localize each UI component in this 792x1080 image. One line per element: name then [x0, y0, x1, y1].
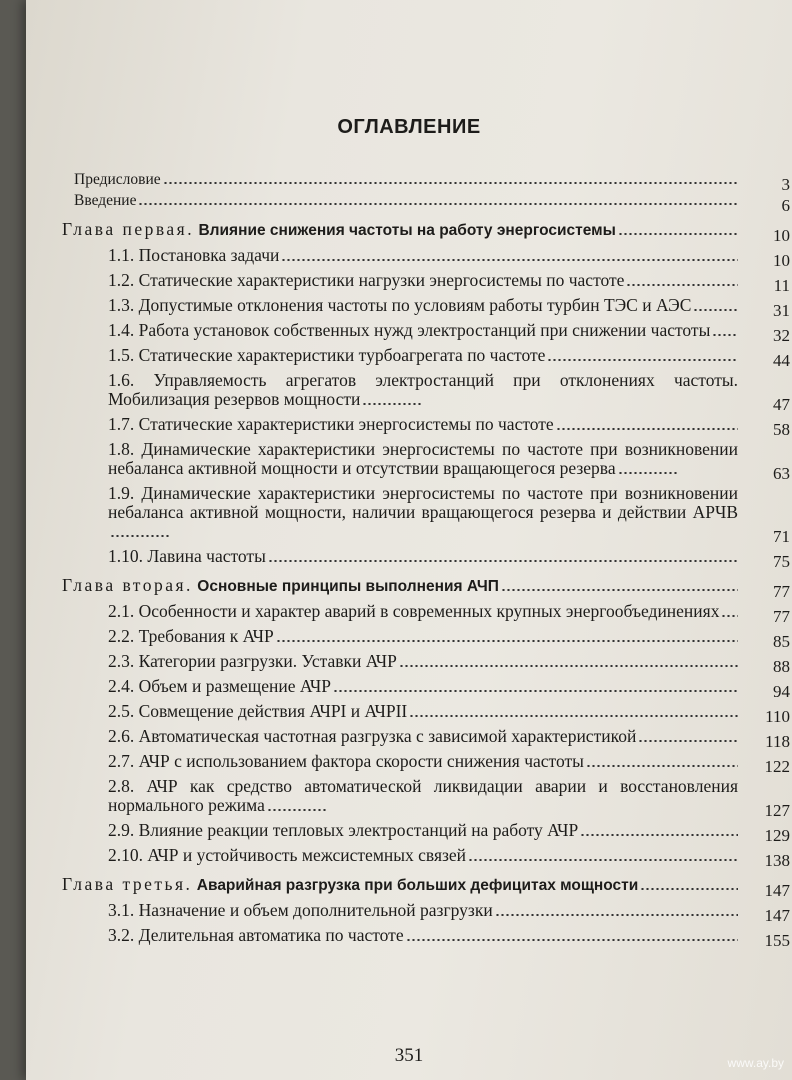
toc-section-entry [62, 439, 790, 483]
dot-leader [721, 615, 738, 617]
toc-section-entry [62, 345, 790, 370]
entry-title-wrap [108, 901, 493, 920]
entry-text-block [108, 727, 738, 746]
toc-chapter-entry [62, 219, 790, 245]
entry-title-wrap [108, 271, 624, 290]
entry-title-wrap [108, 321, 710, 340]
entry-line [108, 602, 738, 621]
entry-title-wrap [74, 170, 161, 189]
entry-line [74, 191, 738, 210]
entry-line [108, 627, 738, 646]
entry-title-wrap [108, 547, 266, 566]
entry-page-number: 85 [773, 632, 790, 651]
entry-text-block [108, 371, 738, 409]
table-of-contents [62, 170, 790, 951]
dot-leader [138, 203, 738, 205]
entry-title: 2.9. Влияние реакции тепловых электростанций на работу АЧР [108, 820, 579, 840]
entry-title: 1.2. Статические характеристики нагрузки энергосистемы по частоте [108, 270, 625, 290]
entry-title-wrap [108, 727, 636, 746]
entry-text-block [108, 547, 738, 566]
entry-title-wrap [108, 702, 407, 721]
entry-title: Аварийная разгрузка при больших дефицитах мощности [196, 877, 639, 894]
entry-title-wrap [108, 246, 279, 265]
entry-page-number: 10 [773, 226, 790, 245]
toc-chapter-entry [62, 575, 790, 601]
entry-title: 1.7. Статические характеристики энергосистемы по частоте [108, 414, 554, 434]
entry-line [108, 296, 738, 315]
toc-section-entry [62, 726, 790, 751]
entry-title: 1.4. Работа установок собственных нужд электростанций при снижении частоты [108, 320, 711, 340]
dot-leader [163, 182, 738, 184]
entry-title-wrap [108, 483, 738, 522]
entry-text-block [62, 875, 738, 895]
entry-page-number: 58 [773, 420, 790, 439]
entry-title: 2.8. АЧР как средство автоматической ликвидации аварии и восстановления нормального режима [108, 776, 738, 815]
entry-line [62, 875, 738, 895]
toc-section-entry [62, 546, 790, 571]
page-number: 351 [394, 1045, 424, 1066]
entry-text-block [108, 846, 738, 865]
dot-leader [110, 535, 170, 537]
entry-text-block [74, 191, 738, 210]
entry-line [108, 702, 738, 721]
entry-page-number: 3 [781, 175, 790, 194]
toc-title: ОГЛАВЛЕНИЕ [337, 116, 481, 138]
entry-text-block [108, 484, 738, 541]
entry-title-wrap [62, 875, 638, 895]
book-page [26, 0, 792, 1080]
entry-line [108, 484, 738, 541]
entry-text-block [108, 752, 738, 771]
entry-text-block [108, 926, 738, 945]
toc-section-entry [62, 820, 790, 845]
dot-leader [276, 640, 738, 642]
entry-text-block [62, 576, 738, 596]
entry-page-number: 94 [773, 682, 790, 701]
toc-section-entry [62, 676, 790, 701]
entry-title-wrap [108, 415, 554, 434]
entry-page-number: 63 [773, 464, 790, 483]
entry-line [108, 371, 738, 409]
toc-section-entry [62, 601, 790, 626]
toc-section-entry [62, 245, 790, 270]
entry-text-block [108, 346, 738, 365]
entry-title: 2.2. Требования к АЧР [108, 626, 274, 646]
dot-leader [268, 560, 738, 562]
entry-line [108, 547, 738, 566]
dot-leader [468, 859, 738, 861]
entry-title-wrap [108, 677, 331, 696]
entry-title-wrap [108, 846, 466, 865]
entry-text-block [108, 602, 738, 621]
toc-section-entry [62, 414, 790, 439]
entry-line [108, 727, 738, 746]
entry-page-number: 44 [773, 351, 790, 370]
dot-leader [580, 834, 738, 836]
entry-line [108, 246, 738, 265]
entry-line [108, 926, 738, 945]
entry-text-block [108, 821, 738, 840]
toc-section-entry [62, 751, 790, 776]
entry-page-number: 75 [773, 552, 790, 571]
dot-leader [281, 259, 738, 261]
entry-title-wrap [108, 370, 738, 409]
entry-page-number: 32 [773, 326, 790, 345]
entry-title: 1.8. Динамические характеристики энергосистемы по частоте при возникновении небаланса активной мощности и отсутствии вращающегося резерва [108, 439, 738, 478]
entry-title-wrap [108, 627, 274, 646]
toc-section-entry [62, 626, 790, 651]
entry-title-wrap [74, 191, 136, 210]
dot-leader [333, 690, 738, 692]
entry-page-number: 77 [773, 582, 790, 601]
entry-line [108, 752, 738, 771]
entry-title: Предисловие [74, 171, 161, 188]
entry-line [108, 321, 738, 340]
entry-title: 2.6. Автоматическая частотная разгрузка с зависимой характеристикой [108, 726, 637, 746]
entry-page-number: 31 [773, 301, 790, 320]
entry-title-wrap [62, 576, 499, 596]
chapter-number: Глава вторая. [62, 575, 193, 595]
entry-text-block [108, 627, 738, 646]
entry-line [108, 821, 738, 840]
toc-front-entry [62, 191, 790, 215]
entry-title: 2.7. АЧР с использованием фактора скорости снижения частоты [108, 751, 584, 771]
entry-text-block [108, 652, 738, 671]
entry-text-block [108, 271, 738, 290]
entry-title: 3.2. Делительная автоматика по частоте [108, 925, 404, 945]
dot-leader [626, 284, 738, 286]
dot-leader [618, 233, 738, 235]
entry-line [74, 170, 738, 189]
entry-page-number: 122 [764, 757, 790, 776]
entry-line [108, 652, 738, 671]
entry-page-number: 155 [764, 931, 790, 950]
entry-page-number: 88 [773, 657, 790, 676]
entry-title: 1.6. Управляемость агрегатов электростанций при отклонениях частоты. Мобилизация резервов мощности [108, 370, 738, 409]
entry-title: 2.5. Совмещение действия АЧРI и АЧРII [108, 701, 408, 721]
entry-title: 2.1. Особенности и характер аварий в современных крупных энергообъединениях [108, 601, 720, 621]
entry-page-number: 77 [773, 607, 790, 626]
chapter-number: Глава третья. [62, 874, 193, 894]
dot-leader [556, 428, 738, 430]
entry-title: 2.3. Категории разгрузки. Уставки АЧР [108, 651, 397, 671]
entry-title: 1.9. Динамические характеристики энергосистемы по частоте при возникновении небаланса активной мощности, наличии вращающегося резерва и действии АРЧВ [108, 483, 738, 522]
entry-line [108, 677, 738, 696]
entry-line [108, 271, 738, 290]
entry-text-block [108, 321, 738, 340]
entry-page-number: 127 [764, 801, 790, 820]
entry-title-wrap [62, 220, 616, 240]
toc-section-entry [62, 776, 790, 820]
entry-page-number: 147 [764, 906, 790, 925]
dot-leader [638, 740, 738, 742]
entry-title-wrap [108, 926, 404, 945]
entry-line [62, 576, 738, 596]
entry-title-wrap [108, 821, 578, 840]
dot-leader [406, 939, 738, 941]
dot-leader [640, 888, 738, 890]
entry-text-block [108, 702, 738, 721]
dot-leader [712, 334, 738, 336]
entry-line [108, 901, 738, 920]
entry-page-number: 147 [764, 881, 790, 900]
entry-title-wrap [108, 652, 397, 671]
entry-line [108, 346, 738, 365]
dot-leader [693, 309, 738, 311]
chapter-number: Глава первая. [62, 219, 195, 239]
dot-leader [547, 359, 738, 361]
toc-section-entry [62, 701, 790, 726]
entry-title-wrap [108, 602, 719, 621]
entry-text-block [108, 415, 738, 434]
entry-page-number: 118 [765, 732, 790, 751]
entry-page-number: 71 [773, 527, 790, 546]
dot-leader [399, 665, 738, 667]
entry-title: 1.3. Допустимые отклонения частоты по условиям работы турбин ТЭС и АЭС [108, 295, 692, 315]
entry-title-wrap [108, 346, 545, 365]
entry-title: 3.1. Назначение и объем дополнительной разгрузки [108, 900, 493, 920]
entry-page-number: 138 [764, 851, 790, 870]
toc-section-entry [62, 845, 790, 870]
entry-line [108, 415, 738, 434]
entry-text-block [74, 170, 738, 189]
entry-page-number: 10 [773, 251, 790, 270]
entry-text-block [108, 440, 738, 478]
dot-leader [501, 589, 738, 591]
dot-leader [495, 914, 738, 916]
watermark: www.ay.by [727, 1056, 784, 1070]
toc-section-entry [62, 295, 790, 320]
entry-text-block [108, 246, 738, 265]
entry-text-block [108, 901, 738, 920]
entry-text-block [108, 677, 738, 696]
toc-section-entry [62, 900, 790, 925]
toc-front-entry [62, 170, 790, 194]
entry-line [62, 220, 738, 240]
entry-title-wrap [108, 296, 691, 315]
entry-page-number: 11 [773, 276, 790, 295]
dot-leader [618, 472, 678, 474]
entry-title: 1.5. Статические характеристики турбоагрегата по частоте [108, 345, 546, 365]
entry-title-wrap [108, 752, 584, 771]
entry-page-number: 6 [781, 196, 790, 215]
entry-page-number: 129 [764, 826, 790, 845]
entry-line [108, 440, 738, 478]
toc-section-entry [62, 651, 790, 676]
entry-page-number: 47 [773, 395, 790, 414]
entry-line [108, 846, 738, 865]
toc-chapter-entry [62, 874, 790, 900]
entry-text-block [108, 777, 738, 815]
entry-title: 2.4. Объем и размещение АЧР [108, 676, 331, 696]
entry-title: 1.1. Постановка задачи [108, 245, 280, 265]
entry-title: Влияние снижения частоты на работу энергосистемы [198, 222, 616, 239]
toc-section-entry [62, 320, 790, 345]
entry-title-wrap [108, 776, 738, 815]
toc-section-entry [62, 483, 790, 546]
dot-leader [362, 403, 422, 405]
dot-leader [586, 765, 738, 767]
entry-title: 2.10. АЧР и устойчивость межсистемных связей [108, 845, 467, 865]
toc-section-entry [62, 925, 790, 950]
entry-line [108, 777, 738, 815]
entry-title: Введение [74, 192, 137, 209]
dot-leader [409, 715, 738, 717]
entry-title: 1.10. Лавина частоты [108, 546, 266, 566]
entry-title: Основные принципы выполнения АЧП [197, 578, 499, 595]
toc-section-entry [62, 270, 790, 295]
entry-text-block [62, 220, 738, 240]
entry-page-number: 110 [765, 707, 790, 726]
toc-section-entry [62, 370, 790, 414]
entry-text-block [108, 296, 738, 315]
dot-leader [267, 809, 327, 811]
